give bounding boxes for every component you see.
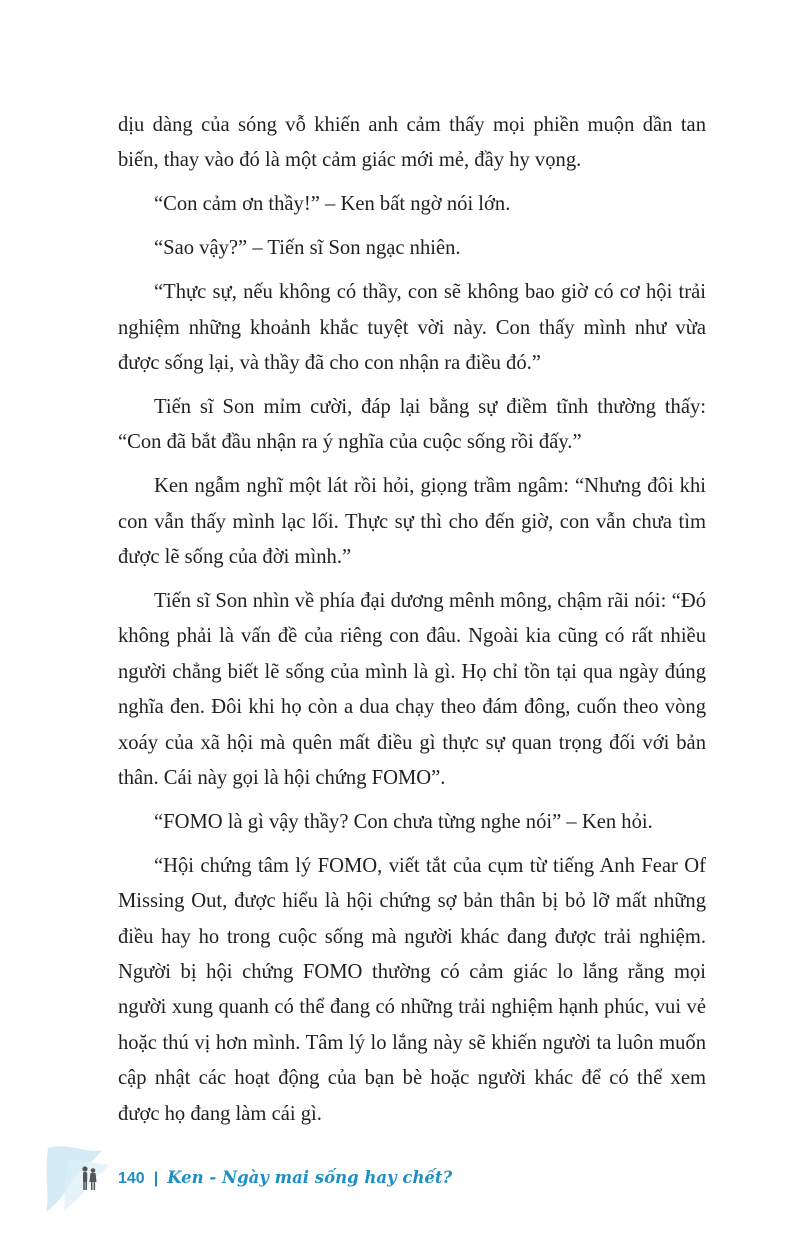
body-text [118,108,706,1140]
paragraph-7: Tiến sĩ Son nhìn về phía đại dương mênh mông, chậm rãi nói: “Đó không phải là vấn đề của riêng con đâu. Ngoài kia cũng có rất nhiều người chẳng biết lẽ sống của mình là gì. Họ chỉ tồn tại qua ngày đúng nghĩa đen. Đôi khi họ còn a dua chạy theo đám đông, cuốn theo vòng xoáy của xã hội mà quên mất điều gì thực sự quan trọng đối với bản thân. Cái này gọi là hội chứng FOMO”. [118,589,706,789]
paragraph-6: Ken ngẫm nghĩ một lát rồi hỏi, giọng trầm ngâm: “Nhưng đôi khi con vẫn thấy mình lạc lối. Thực sự thì cho đến giờ, con vẫn chưa tìm được lẽ sống của đời mình.” [118,475,706,568]
paragraph-2: “Con cảm ơn thầy!” – Ken bất ngờ nói lớn. [154,193,511,216]
paragraph-5: Tiến sĩ Son mỉm cười, đáp lại bằng sự điềm tĩnh thường thấy: “Con đã bắt đầu nhận ra ý nghĩa của cuộc sống rồi đấy.” [118,395,706,454]
page-number: 140 [118,1170,145,1187]
paragraph-1: dịu dàng của sóng vỗ khiến anh cảm thấy mọi phiền muộn dần tan biến, thay vào đó là một cảm giác mới mẻ, đầy hy vọng. [118,114,706,172]
book-title: Ken - Ngày mai sống hay chết? [167,1168,453,1187]
paragraph-4: “Thực sự, nếu không có thầy, con sẽ không bao giờ có cơ hội trải nghiệm những khoảnh khắc tuyệt vời này. Con thấy mình như vừa được sống lại, và thầy đã cho con nhận ra điều đó.” [118,281,706,374]
footer-separator: | [153,1170,159,1187]
paragraph-8: “FOMO là gì vậy thầy? Con chưa từng nghe nói” – Ken hỏi. [154,810,653,833]
paragraph-9: “Hội chứng tâm lý FOMO, viết tắt của cụm từ tiếng Anh Fear Of Missing Out, được hiểu là hội chứng sợ bản thân bị bỏ lỡ mất những điều hay ho trong cuộc sống mà người khác đang được trải nghiệm. Người bị hội chứng FOMO thường có cảm giác lo lắng rằng mọi người xung quanh có thể đang có những trải nghiệm hạnh phúc, vui vẻ hoặc thú vị hơn mình. Tâm lý lo lắng này sẽ khiến người ta luôn muốn cập nhật các hoạt động của bạn bè hoặc người khác để có thể xem được họ đang làm cái gì. [118,854,706,1125]
paragraph-3: “Sao vậy?” – Tiến sĩ Son ngạc nhiên. [154,237,461,260]
page-footer [118,1168,452,1188]
